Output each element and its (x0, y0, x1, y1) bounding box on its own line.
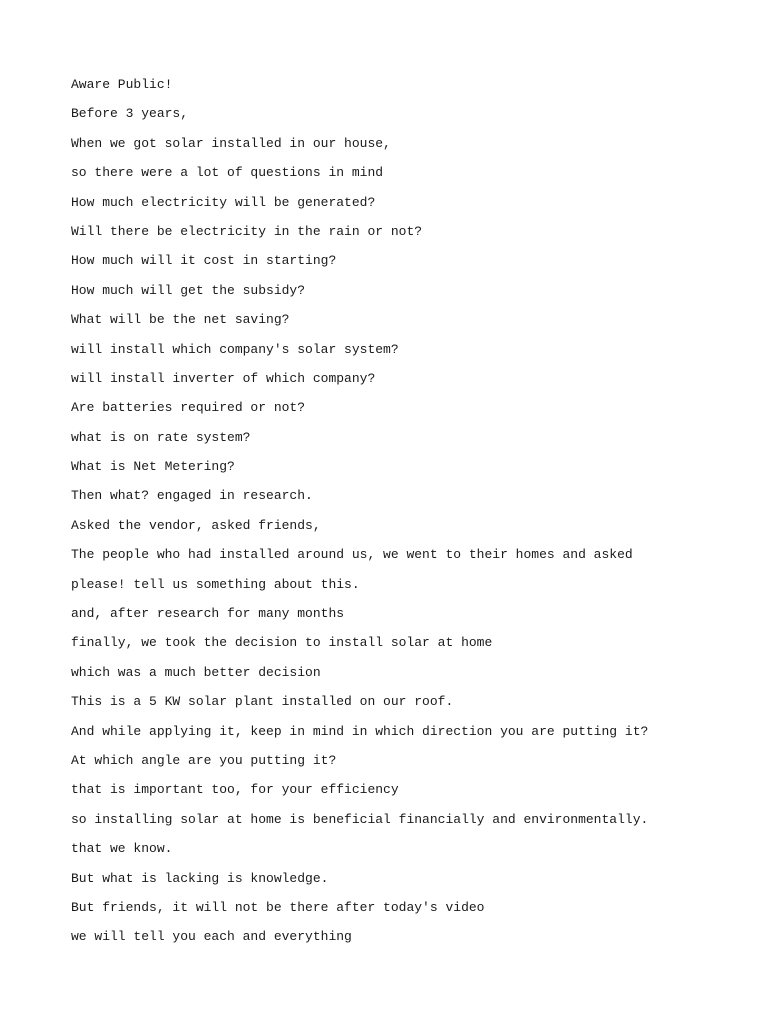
text-line: Asked the vendor, asked friends, (71, 517, 321, 533)
text-line: which was a much better decision (71, 664, 321, 680)
text-line: At which angle are you putting it? (71, 752, 337, 768)
text-line: that we know. (71, 841, 173, 857)
text-line: that is important too, for your efficiency (71, 782, 399, 798)
text-line: Before 3 years, (71, 106, 189, 122)
text-line: The people who had installed around us, we went to their homes and asked (71, 547, 633, 563)
text-line: so there were a lot of questions in mind (71, 165, 384, 181)
text-line: How much electricity will be generated? (71, 194, 376, 210)
text-line: And while applying it, keep in mind in which direction you are putting it? (71, 723, 649, 739)
text-line: This is a 5 KW solar plant installed on our roof. (71, 694, 454, 710)
text-line: will install inverter of which company? (71, 370, 376, 386)
text-line: finally, we took the decision to install solar at home (71, 635, 493, 651)
text-line: What is Net Metering? (71, 459, 235, 475)
text-line: How much will it cost in starting? (71, 253, 337, 269)
text-line: Then what? engaged in research. (71, 488, 313, 504)
text-line: will install which company's solar system? (71, 341, 399, 357)
transcript-lines (71, 70, 648, 952)
text-line: But what is lacking is knowledge. (71, 870, 329, 886)
text-line: we will tell you each and everything (71, 929, 352, 945)
text-line: what is on rate system? (71, 429, 251, 445)
text-line: so installing solar at home is beneficial financially and environmentally. (71, 811, 649, 827)
text-line: and, after research for many months (71, 606, 345, 622)
text-line: But friends, it will not be there after today's video (71, 899, 485, 915)
text-line: please! tell us something about this. (71, 576, 360, 592)
text-line: When we got solar installed in our house, (71, 135, 391, 151)
text-line: Will there be electricity in the rain or not? (71, 223, 423, 239)
text-line: Aware Public! (71, 77, 173, 92)
text-line: What will be the net saving? (71, 312, 290, 328)
text-line: How much will get the subsidy? (71, 282, 306, 298)
text-line: Are batteries required or not? (71, 400, 306, 416)
